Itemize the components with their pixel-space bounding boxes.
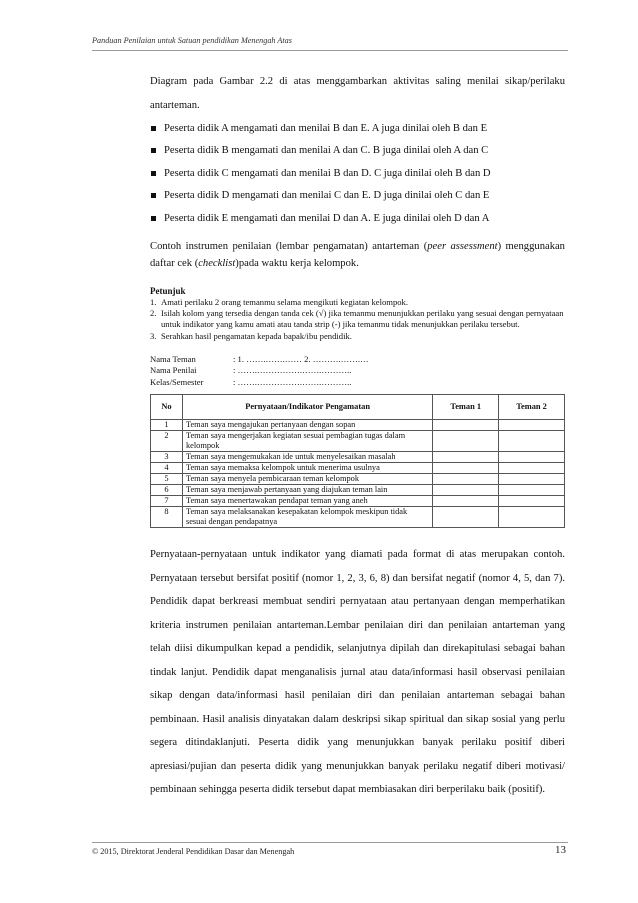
observation-table [150, 394, 565, 528]
teman-2-cell[interactable] [499, 452, 565, 463]
list-item: Peserta didik D mengamati dan menilai C dan E. D juga dinilai oleh C dan E [150, 185, 565, 207]
teman-2-cell[interactable] [499, 485, 565, 496]
teman-1-cell[interactable] [433, 431, 499, 452]
column-header-teman-2: Teman 2 [499, 395, 565, 420]
column-header-pernyataan: Pernyataan/Indikator Pengamatan [182, 395, 432, 420]
identity-block [150, 354, 565, 389]
teman-1-cell[interactable] [433, 496, 499, 507]
table-row: 2 Teman saya mengerjakan kegiatan sesuai pembagian tugas dalam kelompok [151, 431, 565, 452]
teman-2-cell[interactable] [499, 463, 565, 474]
column-header-teman-1: Teman 1 [433, 395, 499, 420]
column-header-no: No [151, 395, 183, 420]
teman-2-cell[interactable] [499, 431, 565, 452]
footer-divider [92, 842, 568, 843]
intro-paragraph: Diagram pada Gambar 2.2 di atas menggambarkan aktivitas saling menilai sikap/perilaku antarteman. [150, 76, 565, 111]
table-header-row [151, 395, 565, 420]
bullet-square-icon [151, 148, 156, 153]
table-row: 6 Teman saya menjawab pertanyaan yang diajukan teman lain [151, 485, 565, 496]
contoh-paragraph: Contoh instrumen penilaian (lembar pengamatan) antarteman (peer assessment) menggunakan daftar cek (checklist)pada waktu kerja kelompok. [150, 241, 565, 270]
teman-2-cell[interactable] [499, 496, 565, 507]
table-row: 1 Teman saya mengajukan pertanyaan dengan sopan [151, 420, 565, 431]
footer-copyright: © 2015, Direktorat Jenderal Pendidikan Dasar dan Menengah [92, 847, 295, 856]
page-number: 13 [555, 844, 566, 856]
page-content [150, 70, 565, 802]
header-divider [92, 50, 568, 51]
identity-row: Nama Teman : 1. …….…….…… 2. ……….…….… [150, 353, 369, 364]
teman-2-cell[interactable] [499, 420, 565, 431]
list-item: Peserta didik C mengamati dan menilai B dan D. C juga dinilai oleh B dan D [150, 163, 565, 185]
teman-1-cell[interactable] [433, 474, 499, 485]
bullet-list [150, 118, 565, 230]
teman-1-cell[interactable] [433, 452, 499, 463]
bullet-square-icon [151, 216, 156, 221]
list-item: Peserta didik E mengamati dan menilai D dan A. E juga dinilai oleh D dan A [150, 208, 565, 230]
list-item: 2. Isilah kolom yang tersedia dengan tanda cek (√) jika temanmu menunjukkan perilaku yang sesuai dengan pernyataan untuk indikator yang kamu amati atau tanda strip (-) jika temanmu tidak menunjukkan perilaku tersebut. [150, 308, 564, 330]
running-header: Panduan Penilaian untuk Satuan pendidikan Menengah Atas [92, 36, 292, 45]
petunjuk-heading: Petunjuk [150, 286, 186, 297]
teman-1-cell[interactable] [433, 507, 499, 528]
teman-1-cell[interactable] [433, 420, 499, 431]
identity-row: Kelas/Semester : …….…………….…….……….. [150, 376, 352, 387]
table-row: 5 Teman saya menyela pembicaraan teman kelompok [151, 474, 565, 485]
closing-paragraph: Pernyataan-pernyataan untuk indikator yang diamati pada format di atas merupakan contoh. Pernyataan tersebut bersifat positif (nomor 1, 2, 3, 6, 8) dan bersifat negatif (nomor 4, 5, dan 7). Pendidik dapat berkreasi membuat sendiri pernyataan atau pertanyaan dengan memperhatikan kriteria instrumen penilaian antarteman.Lembar penilaian diri dan penilaian antarteman yang telah diisi dikumpulkan kepad a pendidik, selanjutnya dipilah dan direkapitulasi sebagai bahan tindak lanjut. Pendidik dapat menganalisis jurnal atau data/informasi hasil observasi penilaian sikap dengan data/informasi hasil penilaian diri dan penilaian antarteman sebagai bahan pembinaan. Hasil analisis dinyatakan dalam deskripsi sikap spiritual dan sikap sosial yang perlu segera ditindaklanjuti. Peserta didik yang menunjukkan banyak perilaku positif diberi apresiasi/pujian dan peserta didik yang menunjukkan banyak perilaku negatif diberi motivasi/ pembinaan sehingga peserta didik tersebut dapat membiasakan diri berperilaku baik (positif). [150, 549, 565, 796]
table-row: 8 Teman saya melaksanakan kesepakatan kelompok meskipun tidak sesuai dengan pendapatnya [151, 507, 565, 528]
list-item: 3. Serahkan hasil pengamatan kepada bapak/ibu pendidik. [150, 330, 352, 341]
petunjuk-list [150, 297, 565, 342]
list-item: Peserta didik A mengamati dan menilai B dan E. A juga dinilai oleh B dan E [150, 118, 565, 140]
bullet-square-icon [151, 193, 156, 198]
bullet-square-icon [151, 171, 156, 176]
table-row: 4 Teman saya memaksa kelompok untuk menerima usulnya [151, 463, 565, 474]
list-item: 1. Amati perilaku 2 orang temanmu selama mengikuti kegiatan kelompok. [150, 297, 409, 308]
table-row: 3 Teman saya mengemukakan ide untuk menyelesaikan masalah [151, 452, 565, 463]
teman-2-cell[interactable] [499, 474, 565, 485]
identity-row: Nama Penilai : …….…………….…….……….. [150, 365, 352, 376]
table-row: 7 Teman saya menertawakan pendapat teman yang aneh [151, 496, 565, 507]
teman-1-cell[interactable] [433, 485, 499, 496]
bullet-square-icon [151, 126, 156, 131]
list-item: Peserta didik B mengamati dan menilai A dan C. B juga dinilai oleh A dan C [150, 140, 565, 162]
teman-2-cell[interactable] [499, 507, 565, 528]
teman-1-cell[interactable] [433, 463, 499, 474]
